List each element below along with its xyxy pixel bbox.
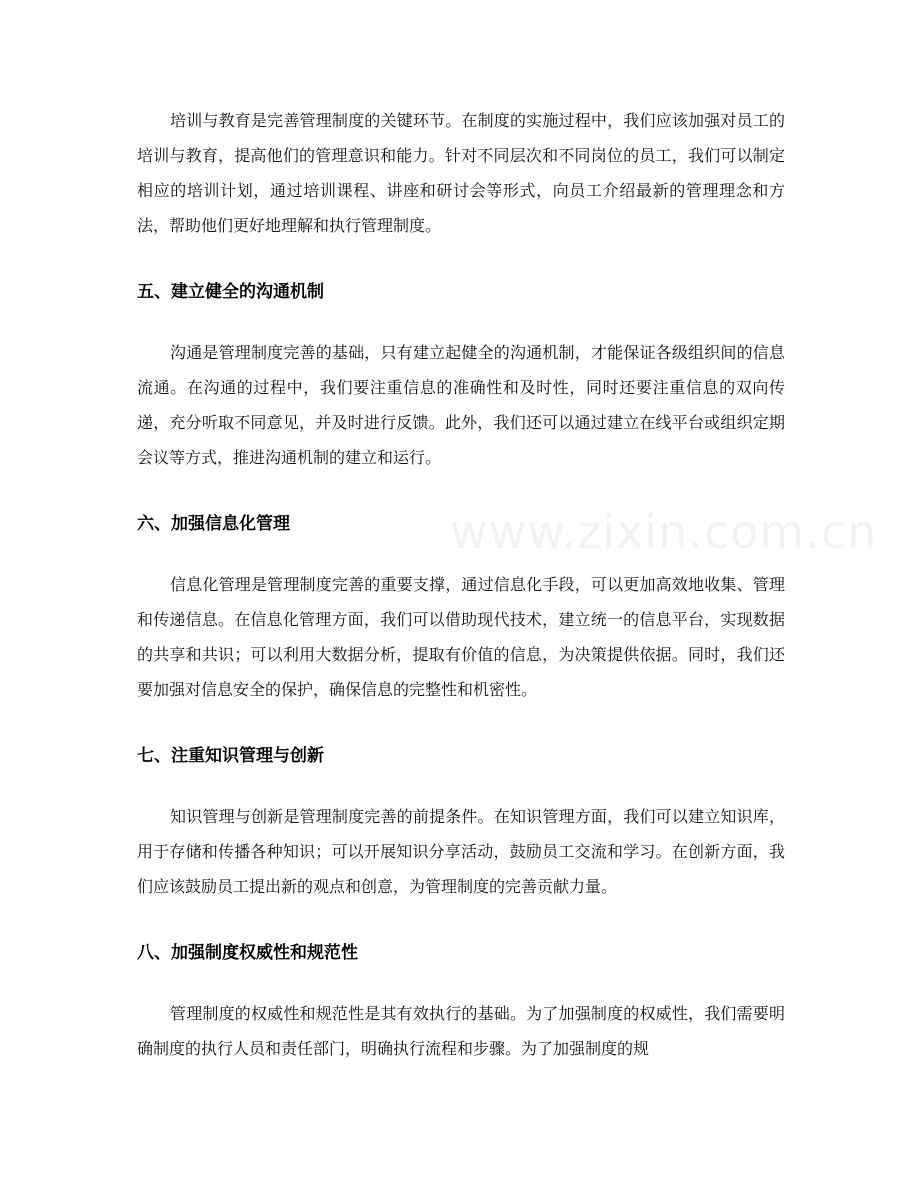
- intro-paragraph: 培训与教育是完善管理制度的关键环节。在制度的实施过程中，我们应该加强对员工的培训与教育，提高他们的管理意识和能力。针对不同层次和不同岗位的员工，我们可以制定相应的培训计划，通过培训课程、讲座和研讨会等形式，向员工介绍最新的管理理念和方法，帮助他们更好地理解和执行管理制度。: [137, 111, 785, 235]
- section-6-heading: 六、加强信息化管理: [137, 514, 290, 534]
- document-body: [137, 103, 785, 1098]
- section-8-paragraph: 管理制度的权威性和规范性是其有效执行的基础。为了加强制度的权威性，我们需要明确制度的执行人员和责任部门，明确执行流程和步骤。为了加强制度的规: [137, 1004, 785, 1058]
- section-6-paragraph: 信息化管理是管理制度完善的重要支撑，通过信息化手段，可以更加高效地收集、管理和传递信息。在信息化管理方面，我们可以借助现代技术，建立统一的信息平台，实现数据的共享和共识；可以利用大数据分析，提取有价值的信息，为决策提供依据。同时，我们还要加强对信息安全的保护，确保信息的完整性和机密性。: [137, 575, 785, 699]
- section-7-heading: 七、注重知识管理与创新: [137, 746, 324, 766]
- section-5-paragraph: 沟通是管理制度完善的基础，只有建立起健全的沟通机制，才能保证各级组织间的信息流通。在沟通的过程中，我们要注重信息的准确性和及时性，同时还要注重信息的双向传递，充分听取不同意见，并及时进行反馈。此外，我们还可以通过建立在线平台或组织定期会议等方式，推进沟通机制的建立和运行。: [137, 343, 785, 467]
- watermark: www.zixin.com.cn: [450, 505, 878, 559]
- section-5-heading: 五、建立健全的沟通机制: [137, 282, 324, 302]
- section-8-heading: 八、加强制度权威性和规范性: [137, 943, 358, 963]
- section-7-paragraph: 知识管理与创新是管理制度完善的前提条件。在知识管理方面，我们可以建立知识库，用于存储和传播各种知识；可以开展知识分享活动，鼓励员工交流和学习。在创新方面，我们应该鼓励员工提出新的观点和创意，为管理制度的完善贡献力量。: [137, 807, 785, 896]
